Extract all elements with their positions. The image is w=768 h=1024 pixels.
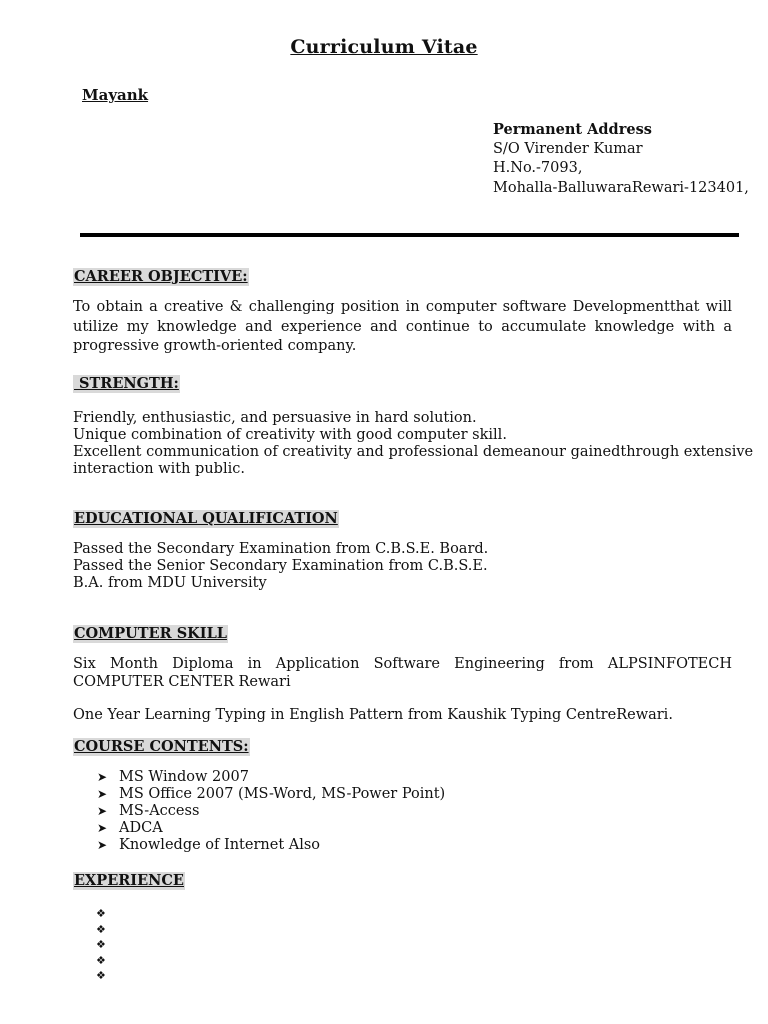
diamond-bullet-icon: ❖ <box>96 907 106 920</box>
diamond-bullet-icon: ❖ <box>96 938 106 952</box>
diamond-bullet-icon: ❖ <box>96 922 106 936</box>
education-line: B.A. from MDU University <box>73 575 267 591</box>
arrowhead-bullet-icon: ➤ <box>97 787 108 801</box>
arrowhead-bullet-icon: ➤ <box>97 804 108 818</box>
course-list <box>97 769 445 854</box>
strength-line: interaction with public. <box>73 461 245 477</box>
education-line: Passed the Senior Secondary Examination from C.B.S.E. <box>73 558 488 574</box>
address-line: H.No.-7093, <box>493 160 583 176</box>
header-divider <box>80 233 739 237</box>
candidate-name: Mayank <box>82 86 149 104</box>
strength-line: Unique combination of creativity with good computer skill. <box>73 427 507 443</box>
arrowhead-bullet-icon: ➤ <box>97 770 108 784</box>
diamond-bullet-icon: ❖ <box>96 969 106 983</box>
typing-text: One Year Learning Typing in English Pattern from Kaushik Typing CentreRewari. <box>73 707 673 723</box>
education-heading: EDUCATIONAL QUALIFICATION <box>74 510 338 527</box>
diploma-text: Six Month Diploma in Application Software Engineering from ALPSINFOTECH COMPUTER CENTER Rewari <box>73 656 732 690</box>
experience-list <box>96 906 106 984</box>
education-line: Passed the Secondary Examination from C.B.S.E. Board. <box>73 541 489 557</box>
computer-skill-heading: COMPUTER SKILL <box>74 625 227 642</box>
experience-heading: EXPERIENCE <box>74 872 184 889</box>
diamond-bullet-icon: ❖ <box>96 953 106 967</box>
career-objective-heading: CAREER OBJECTIVE: <box>74 268 248 285</box>
permanent-address <box>493 120 749 198</box>
career-objective-text: To obtain a creative & challenging position in computer software Developmentthat will utilize my knowledge and experience and continue to accumulate knowledge with a progressive growth-oriented company. <box>73 299 732 354</box>
list-item: ➤ MS Office 2007 (MS-Word, MS-Power Point) <box>97 786 446 802</box>
address-line: S/O Virender Kumar <box>493 140 643 157</box>
list-item: ➤ MS-Access <box>97 803 200 819</box>
strength-list <box>73 410 754 478</box>
arrowhead-bullet-icon: ➤ <box>97 838 108 852</box>
course-contents-heading: COURSE CONTENTS: <box>74 738 249 755</box>
list-item: ➤ Knowledge of Internet Also <box>97 837 321 853</box>
strength-line: Friendly, enthusiastic, and persuasive in hard solution. <box>73 410 477 426</box>
education-list <box>73 541 733 592</box>
list-item: ➤ ADCA <box>97 820 163 836</box>
address-line: Mohalla-BalluwaraRewari-123401, <box>493 179 749 196</box>
list-item: ➤ MS Window 2007 <box>97 769 249 785</box>
arrowhead-bullet-icon: ➤ <box>97 821 108 835</box>
document-title: Curriculum Vitae <box>290 36 478 58</box>
address-heading: Permanent Address <box>493 121 652 138</box>
strength-heading: STRENGTH: <box>74 375 179 392</box>
strength-line: Excellent communication of creativity and professional demeanour gainedthrough extensive <box>73 444 754 460</box>
